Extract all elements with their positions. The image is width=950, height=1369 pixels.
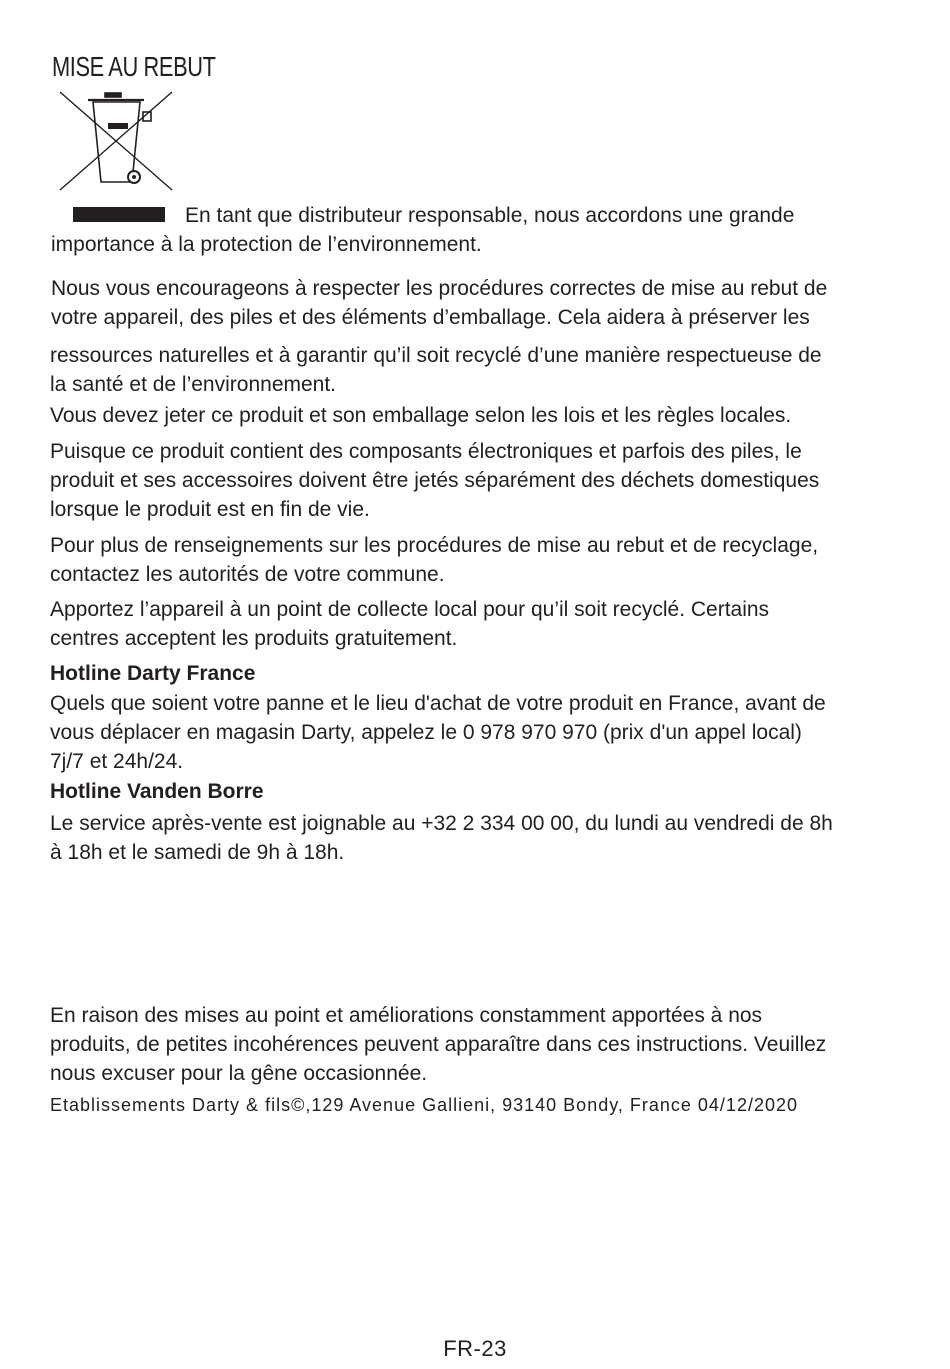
paragraph-line: Apportez l’appareil à un point de collecte local pour qu’il soit recyclé. Certains bbox=[50, 598, 770, 621]
paragraph-line: importance à la protection de l’environnement. bbox=[51, 233, 482, 256]
paragraph-line: Quels que soient votre panne et le lieu d'achat de votre produit en France, avant de bbox=[50, 692, 826, 715]
paragraph-line: vous déplacer en magasin Darty, appelez le 0 978 970 970 (prix d'un appel local) bbox=[50, 721, 802, 744]
paragraph-line: En tant que distributeur responsable, nous accordons une grande bbox=[185, 204, 795, 227]
paragraph-line: la santé et de l’environnement. bbox=[50, 373, 337, 396]
paragraph-line: Vous devez jeter ce produit et son emballage selon les lois et les règles locales. bbox=[50, 404, 792, 427]
paragraph-line: centres acceptent les produits gratuitement. bbox=[50, 627, 458, 650]
paragraph-line: à 18h et le samedi de 9h à 18h. bbox=[50, 841, 345, 864]
separator-bar bbox=[73, 207, 165, 222]
crossed-out-wheelie-bin-icon bbox=[58, 90, 174, 192]
paragraph-line: En raison des mises au point et améliorations constamment apportées à nos bbox=[50, 1004, 763, 1027]
paragraph-line: lorsque le produit est en fin de vie. bbox=[50, 498, 370, 521]
page-number: FR-23 bbox=[443, 1336, 507, 1361]
page-title: MISE AU REBUT bbox=[52, 51, 216, 82]
paragraph-line: Nous vous encourageons à respecter les procédures correctes de mise au rebut de bbox=[51, 277, 828, 300]
paragraph-line: 7j/7 et 24h/24. bbox=[50, 750, 184, 773]
paragraph-line: votre appareil, des piles et des éléments d’emballage. Cela aidera à préserver les bbox=[51, 306, 810, 329]
hotline-vanden-borre-heading: Hotline Vanden Borre bbox=[50, 780, 264, 803]
paragraph-line: Puisque ce produit contient des composants électroniques et parfois des piles, le bbox=[50, 440, 802, 463]
hotline-darty-heading: Hotline Darty France bbox=[50, 662, 256, 685]
paragraph-line: produits, de petites incohérences peuvent apparaître dans ces instructions. Veuillez bbox=[50, 1033, 827, 1056]
paragraph-line: Le service après-vente est joignable au +32 2 334 00 00, du lundi au vendredi de 8h bbox=[50, 812, 833, 835]
paragraph-line: nous excuser pour la gêne occasionnée. bbox=[50, 1062, 428, 1085]
paragraph-line: Pour plus de renseignements sur les procédures de mise au rebut et de recyclage, bbox=[50, 534, 819, 557]
paragraph-line: produit et ses accessoires doivent être jetés séparément des déchets domestiques bbox=[50, 469, 820, 492]
company-address: Etablissements Darty & fils©,129 Avenue Gallieni, 93140 Bondy, France 04/12/2020 bbox=[50, 1095, 798, 1115]
paragraph-line: ressources naturelles et à garantir qu’il soit recyclé d’une manière respectueuse de bbox=[50, 344, 822, 367]
paragraph-line: contactez les autorités de votre commune. bbox=[50, 563, 445, 586]
